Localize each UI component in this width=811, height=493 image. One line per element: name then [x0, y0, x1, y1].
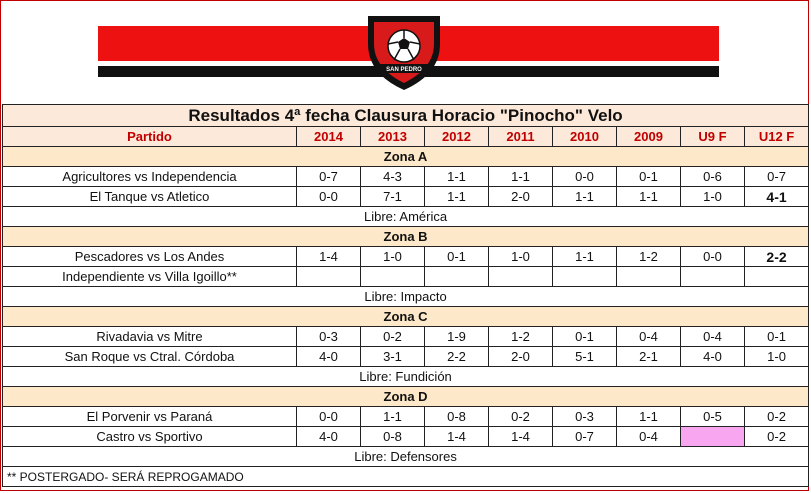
libre-team: Libre: América [3, 207, 809, 227]
score-cell: 2-2 [425, 347, 489, 367]
libre-team: Libre: Impacto [3, 287, 809, 307]
score-cell: 4-0 [297, 427, 361, 447]
score-cell [425, 267, 489, 287]
table-row [3, 267, 809, 287]
score-cell: 1-1 [617, 187, 681, 207]
table-row [3, 407, 809, 427]
svg-text:LIGA DEPORTIVA INFANTIL: LIGA DEPORTIVA INFANTIL [368, 9, 440, 15]
match-name: San Roque vs Ctral. Córdoba [3, 347, 297, 367]
score-cell: 0-2 [361, 327, 425, 347]
results-table [2, 104, 809, 487]
column-header: 2009 [617, 127, 681, 147]
header-row [3, 127, 809, 147]
score-cell: 4-0 [297, 347, 361, 367]
score-cell: 1-1 [617, 407, 681, 427]
column-header: 2011 [489, 127, 553, 147]
score-cell: 5-1 [553, 347, 617, 367]
score-cell: 0-0 [297, 187, 361, 207]
score-cell: 1-1 [425, 167, 489, 187]
score-cell: 1-4 [297, 247, 361, 267]
score-cell: 1-0 [361, 247, 425, 267]
table-row [3, 347, 809, 367]
score-cell: 0-4 [617, 427, 681, 447]
score-cell [681, 427, 745, 447]
score-cell: 1-1 [489, 167, 553, 187]
libre-team: Libre: Fundición [3, 367, 809, 387]
score-cell [617, 267, 681, 287]
score-cell: 1-2 [617, 247, 681, 267]
column-header: U12 F [745, 127, 809, 147]
score-cell: 0-2 [745, 427, 809, 447]
score-cell [489, 267, 553, 287]
score-cell: 0-1 [425, 247, 489, 267]
score-cell: 0-7 [745, 167, 809, 187]
match-name: Pescadores vs Los Andes [3, 247, 297, 267]
match-name: Agricultores vs Independencia [3, 167, 297, 187]
match-name: El Tanque vs Atletico [3, 187, 297, 207]
score-cell: 1-1 [361, 407, 425, 427]
score-cell: 1-0 [489, 247, 553, 267]
score-cell: 1-1 [553, 247, 617, 267]
league-crest-logo [358, 4, 450, 92]
score-cell [745, 267, 809, 287]
score-cell [553, 267, 617, 287]
column-header: U9 F [681, 127, 745, 147]
score-cell: 2-2 [745, 247, 809, 267]
score-cell: 0-1 [745, 327, 809, 347]
score-cell: 2-0 [489, 347, 553, 367]
zona-heading: Zona C [3, 307, 809, 327]
score-cell: 0-1 [553, 327, 617, 347]
score-cell: 0-3 [553, 407, 617, 427]
zona-heading: Zona A [3, 147, 809, 167]
svg-text:SAN PEDRO: SAN PEDRO [386, 67, 422, 73]
score-cell: 0-4 [617, 327, 681, 347]
table-row [3, 327, 809, 347]
zona-heading: Zona B [3, 227, 809, 247]
table-row [3, 187, 809, 207]
score-cell: 0-1 [617, 167, 681, 187]
score-cell: 2-0 [489, 187, 553, 207]
match-name: Independiente vs Villa Igoillo** [3, 267, 297, 287]
footnote: ** POSTERGADO- SERÁ REPROGAMADO [3, 467, 809, 487]
table-title: Resultados 4ª fecha Clausura Horacio "Pinocho" Velo [3, 105, 809, 127]
score-cell: 4-3 [361, 167, 425, 187]
score-cell: 0-6 [681, 167, 745, 187]
score-cell: 4-0 [681, 347, 745, 367]
score-cell [361, 267, 425, 287]
match-name: El Porvenir vs Paraná [3, 407, 297, 427]
column-header: 2013 [361, 127, 425, 147]
score-cell [681, 267, 745, 287]
zona-heading: Zona D [3, 387, 809, 407]
table-row [3, 427, 809, 447]
column-header: 2014 [297, 127, 361, 147]
score-cell: 1-1 [425, 187, 489, 207]
score-cell: 1-1 [553, 187, 617, 207]
column-header: 2010 [553, 127, 617, 147]
score-cell: 1-4 [489, 427, 553, 447]
score-cell: 0-0 [297, 407, 361, 427]
score-cell: 0-0 [553, 167, 617, 187]
score-cell: 2-1 [617, 347, 681, 367]
score-cell: 4-1 [745, 187, 809, 207]
match-name: Rivadavia vs Mitre [3, 327, 297, 347]
score-cell: 7-1 [361, 187, 425, 207]
score-cell: 1-0 [681, 187, 745, 207]
score-cell: 3-1 [361, 347, 425, 367]
score-cell: 0-7 [297, 167, 361, 187]
score-cell: 0-5 [681, 407, 745, 427]
score-cell: 1-2 [489, 327, 553, 347]
score-cell: 0-8 [425, 407, 489, 427]
score-cell: 0-2 [745, 407, 809, 427]
score-cell: 0-3 [297, 327, 361, 347]
score-cell: 0-4 [681, 327, 745, 347]
score-cell: 0-7 [553, 427, 617, 447]
column-header: 2012 [425, 127, 489, 147]
score-cell: 0-8 [361, 427, 425, 447]
score-cell: 0-2 [489, 407, 553, 427]
score-cell: 1-9 [425, 327, 489, 347]
table-row [3, 247, 809, 267]
libre-team: Libre: Defensores [3, 447, 809, 467]
score-cell: 0-0 [681, 247, 745, 267]
match-name: Castro vs Sportivo [3, 427, 297, 447]
column-header: Partido [3, 127, 297, 147]
score-cell [297, 267, 361, 287]
score-cell: 1-0 [745, 347, 809, 367]
table-row [3, 167, 809, 187]
score-cell: 1-4 [425, 427, 489, 447]
